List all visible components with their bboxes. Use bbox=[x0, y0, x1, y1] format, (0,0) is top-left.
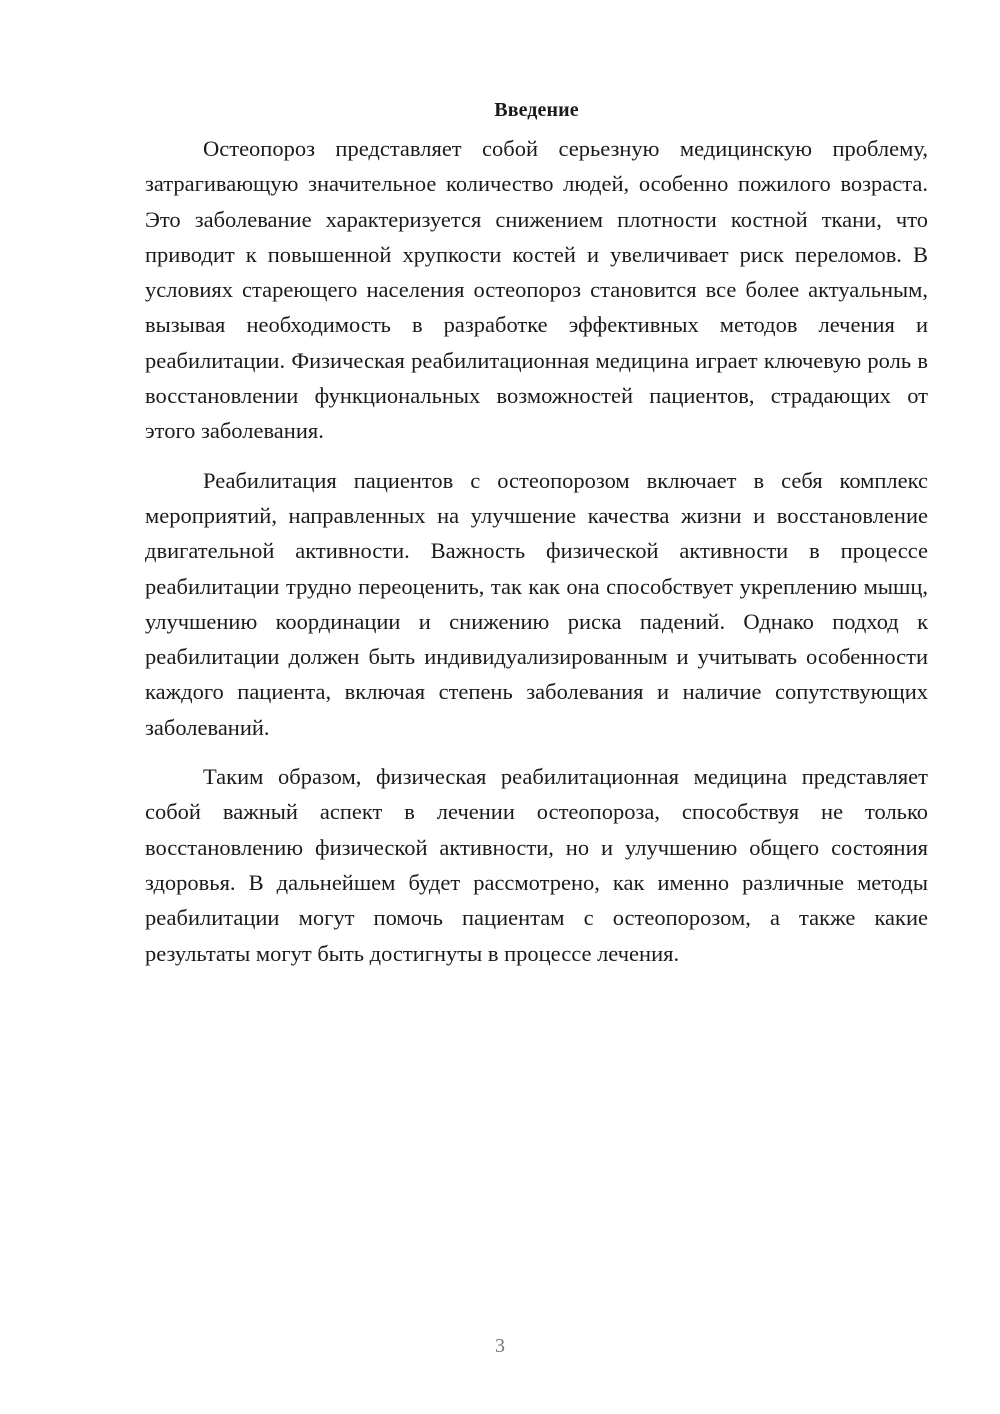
page-number: 3 bbox=[495, 1335, 505, 1357]
paragraph-2: Реабилитация пациентов с остеопорозом включает в себя комплекс мероприятий, направленных на улучшение качества жизни и восстановление двигательной активности. Важность физической активности в процессе реабилитации трудно переоценить, так как она способствует укреплению мышц, улучшению координации и снижению риска падений. Однако подход к реабилитации должен быть индивидуализированным и учитывать особенности каждого пациента, включая степень заболевания и наличие сопутствующих заболеваний. bbox=[145, 467, 928, 740]
section-heading: Введение bbox=[494, 99, 579, 121]
paragraph-1: Остеопороз представляет собой серьезную медицинскую проблему, затрагивающую значительное количество людей, особенно пожилого возраста. Это заболевание характеризуется снижением плотности костной ткани, что приводит к повышенной хрупкости костей и увеличивает риск переломов. В условиях стареющего населения остеопороз становится все более актуальным, вызывая необходимость в разработке эффективных методов лечения и реабилитации. Физическая реабилитационная медицина играет ключевую роль в восстановлении функциональных возможностей пациентов, страдающих от этого заболевания. bbox=[145, 136, 928, 444]
paragraph-3: Таким образом, физическая реабилитационная медицина представляет собой важный аспект в лечении остеопороза, способствуя не только восстановлению физической активности, но и улучшению общего состояния здоровья. В дальнейшем будет рассмотрено, как именно различные методы реабилитации могут помочь пациентам с остеопорозом, а также какие результаты могут быть достигнуты в процессе лечения. bbox=[145, 764, 928, 966]
page-body bbox=[145, 93, 928, 985]
